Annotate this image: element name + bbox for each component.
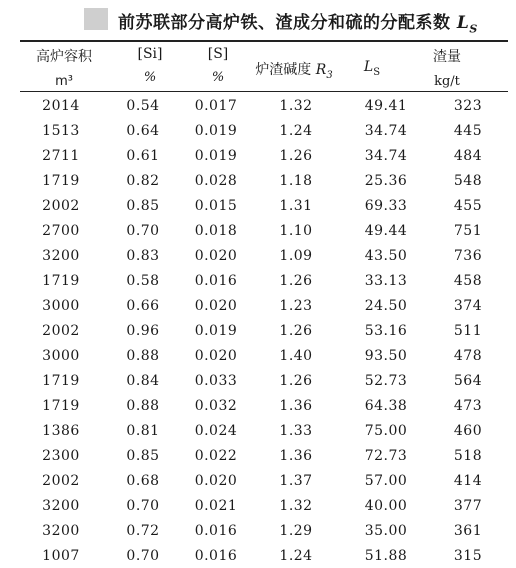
table-cell: 0.018 xyxy=(194,222,238,239)
table-cell: 0.54 xyxy=(126,97,160,114)
table-cell: 0.019 xyxy=(194,147,238,164)
table-cell: 2002 xyxy=(42,322,80,339)
table-cell: 473 xyxy=(453,397,483,414)
table-cell: 1.10 xyxy=(279,222,313,239)
table-cell: 49.44 xyxy=(364,222,408,239)
table-cell: 1.26 xyxy=(279,272,313,289)
table-cell: 478 xyxy=(453,347,483,364)
table-row xyxy=(20,193,508,218)
table-row xyxy=(20,118,508,143)
table-cell: 0.64 xyxy=(126,122,160,139)
table-cell: 2002 xyxy=(42,472,80,489)
table-cell: 0.024 xyxy=(194,422,238,439)
table-cell: 0.88 xyxy=(126,397,160,414)
table-cell: 43.50 xyxy=(364,247,408,264)
header-si: [Si] % xyxy=(118,46,182,85)
table-cell: 57.00 xyxy=(364,472,408,489)
table-title-row xyxy=(0,0,516,40)
table-cell: 2700 xyxy=(42,222,80,239)
table-cell: 72.73 xyxy=(364,447,408,464)
table-cell: 2014 xyxy=(42,97,80,114)
table-row xyxy=(20,543,508,568)
table-cell: 2300 xyxy=(42,447,80,464)
table-cell: 0.020 xyxy=(194,297,238,314)
table-cell: 1.32 xyxy=(279,97,313,114)
table-cell: 374 xyxy=(453,297,483,314)
header-s: [S] % xyxy=(186,46,250,85)
table-cell: 34.74 xyxy=(364,147,408,164)
table-cell: 0.020 xyxy=(194,472,238,489)
table-cell: 1.32 xyxy=(279,497,313,514)
table-cell: 460 xyxy=(453,422,483,439)
table-row xyxy=(20,518,508,543)
table-cell: 1.26 xyxy=(279,147,313,164)
table-cell: 0.017 xyxy=(194,97,238,114)
table-cell: 52.73 xyxy=(364,372,408,389)
table-row xyxy=(20,343,508,368)
table-row xyxy=(20,368,508,393)
table-cell: 0.61 xyxy=(126,147,160,164)
table-cell: 414 xyxy=(453,472,483,489)
table-cell: 0.016 xyxy=(194,547,238,564)
table-cell: 377 xyxy=(453,497,483,514)
table-cell: 1.29 xyxy=(279,522,313,539)
table-cell: 0.70 xyxy=(126,222,160,239)
table-cell: 0.020 xyxy=(194,347,238,364)
table-cell: 0.016 xyxy=(194,272,238,289)
table-cell: 2711 xyxy=(42,147,80,164)
table-row xyxy=(20,418,508,443)
table-cell: 0.019 xyxy=(194,322,238,339)
table-cell: 49.41 xyxy=(364,97,408,114)
table-cell: 564 xyxy=(453,372,483,389)
redacted-mark xyxy=(84,8,108,30)
table-row xyxy=(20,218,508,243)
table-row xyxy=(20,243,508,268)
table-cell: 35.00 xyxy=(364,522,408,539)
table-cell: 1.40 xyxy=(279,347,313,364)
table-cell: 751 xyxy=(453,222,483,239)
table-cell: 1.36 xyxy=(279,447,313,464)
table-cell: 0.70 xyxy=(126,497,160,514)
table-cell: 0.82 xyxy=(126,172,160,189)
table-row xyxy=(20,268,508,293)
header-volume-unit: m³ xyxy=(55,74,73,89)
top-rule xyxy=(20,40,508,42)
header-rule xyxy=(20,91,508,92)
header-s-unit: % xyxy=(211,70,225,85)
table-cell: 64.38 xyxy=(364,397,408,414)
table-cell: 0.85 xyxy=(126,197,160,214)
table-row xyxy=(20,468,508,493)
table-cell: 736 xyxy=(453,247,483,264)
table-cell: 1.26 xyxy=(279,322,313,339)
table-cell: 0.020 xyxy=(194,247,238,264)
table-cell: 0.66 xyxy=(126,297,160,314)
table-cell: 3200 xyxy=(42,247,80,264)
table-cell: 518 xyxy=(453,447,483,464)
table-cell: 0.88 xyxy=(126,347,160,364)
table-row xyxy=(20,293,508,318)
table-cell: 1719 xyxy=(42,172,80,189)
table-cell: 1.24 xyxy=(279,122,313,139)
header-slag: 渣量 kg/t xyxy=(414,46,480,89)
data-table xyxy=(20,93,508,568)
table-cell: 0.022 xyxy=(194,447,238,464)
table-cell: 0.032 xyxy=(194,397,238,414)
table-cell: 1386 xyxy=(42,422,80,439)
table-cell: 1719 xyxy=(42,397,80,414)
header-volume: 高炉容积 m³ xyxy=(26,46,102,89)
table-cell: 34.74 xyxy=(364,122,408,139)
table-cell: 484 xyxy=(453,147,483,164)
table-cell: 0.84 xyxy=(126,372,160,389)
table-cell: 445 xyxy=(453,122,483,139)
table-cell: 2002 xyxy=(42,197,80,214)
table-cell: 0.68 xyxy=(126,472,160,489)
header-basicity: 炉渣碱度 $R_3$ xyxy=(255,62,333,81)
table-row xyxy=(20,143,508,168)
table-cell: 0.83 xyxy=(126,247,160,264)
table-cell: 511 xyxy=(453,322,483,339)
table-cell: 3200 xyxy=(42,497,80,514)
table-row xyxy=(20,318,508,343)
table-cell: 1.37 xyxy=(279,472,313,489)
table-cell: 3000 xyxy=(42,297,80,314)
table-row xyxy=(20,93,508,118)
table-row xyxy=(20,393,508,418)
table-cell: 1.24 xyxy=(279,547,313,564)
table-title: 前苏联部分高炉铁、渣成分和硫的分配系数 $L_S$ xyxy=(118,13,478,36)
table-cell: 69.33 xyxy=(364,197,408,214)
table-cell: 315 xyxy=(453,547,483,564)
table-cell: 548 xyxy=(453,172,483,189)
table-cell: 0.019 xyxy=(194,122,238,139)
table-cell: 0.81 xyxy=(126,422,160,439)
table-cell: 0.85 xyxy=(126,447,160,464)
table-cell: 0.72 xyxy=(126,522,160,539)
table-cell: 0.96 xyxy=(126,322,160,339)
table-cell: 458 xyxy=(453,272,483,289)
table-cell: 1719 xyxy=(42,372,80,389)
table-cell: 1513 xyxy=(42,122,80,139)
table-cell: 75.00 xyxy=(364,422,408,439)
table-cell: 93.50 xyxy=(364,347,408,364)
table-cell: 3000 xyxy=(42,347,80,364)
table-cell: 1.33 xyxy=(279,422,313,439)
table-cell: 1.36 xyxy=(279,397,313,414)
table-cell: 3200 xyxy=(42,522,80,539)
table-cell: 1.09 xyxy=(279,247,313,264)
table-row xyxy=(20,493,508,518)
table-cell: 53.16 xyxy=(364,322,408,339)
table-cell: 1.31 xyxy=(279,197,313,214)
table-cell: 24.50 xyxy=(364,297,408,314)
table-cell: 0.028 xyxy=(194,172,238,189)
table-cell: 40.00 xyxy=(364,497,408,514)
header-ls: $L_S$ xyxy=(363,59,381,78)
table-cell: 1007 xyxy=(42,547,80,564)
table-cell: 33.13 xyxy=(364,272,408,289)
table-cell: 361 xyxy=(453,522,483,539)
header-si-unit: % xyxy=(143,70,157,85)
table-cell: 0.70 xyxy=(126,547,160,564)
table-cell: 1719 xyxy=(42,272,80,289)
table-cell: 1.26 xyxy=(279,372,313,389)
table-cell: 1.18 xyxy=(279,172,313,189)
header-slag-unit: kg/t xyxy=(434,74,460,89)
table-cell: 0.015 xyxy=(194,197,238,214)
table-row xyxy=(20,168,508,193)
table-cell: 0.021 xyxy=(194,497,238,514)
table-cell: 51.88 xyxy=(364,547,408,564)
table-cell: 0.033 xyxy=(194,372,238,389)
table-cell: 323 xyxy=(453,97,483,114)
table-cell: 0.58 xyxy=(126,272,160,289)
table-cell: 0.016 xyxy=(194,522,238,539)
table-cell: 25.36 xyxy=(364,172,408,189)
table-cell: 455 xyxy=(453,197,483,214)
table-body xyxy=(20,93,508,568)
table-row xyxy=(20,443,508,468)
table-cell: 1.23 xyxy=(279,297,313,314)
